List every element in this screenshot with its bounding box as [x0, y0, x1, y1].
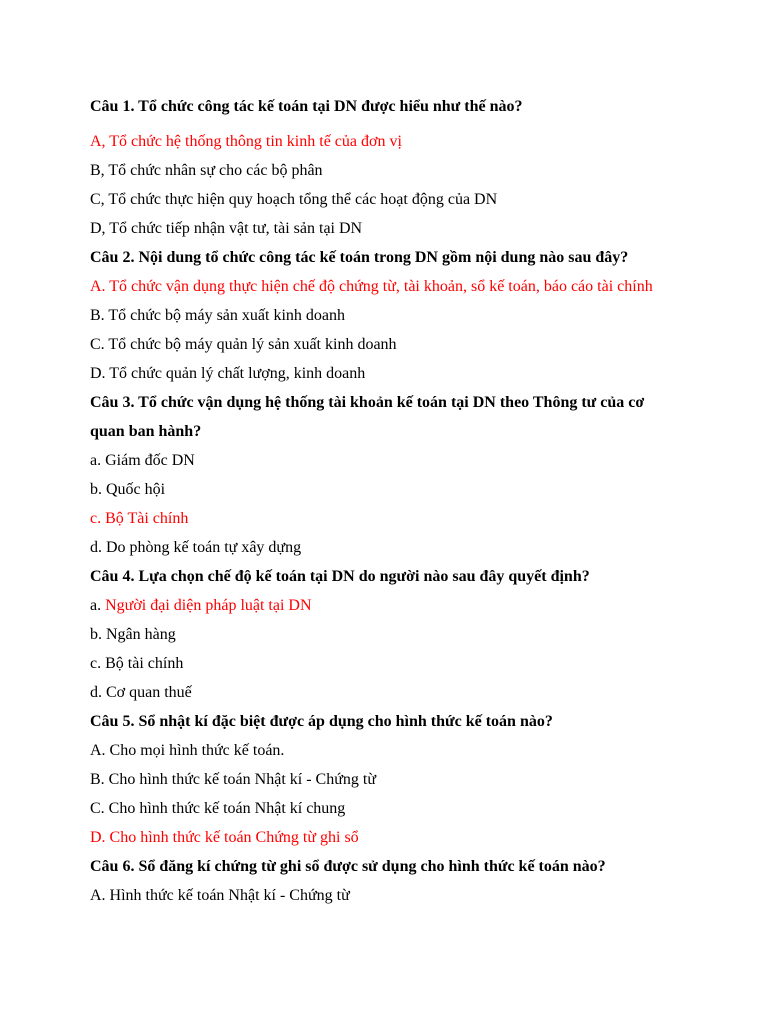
question-4-option-a-prefix: a. [90, 597, 106, 614]
question-6-title: Câu 6. Sổ đăng kí chứng từ ghi sổ được sử dụng cho hình thức kế toán nào? [90, 858, 606, 875]
quiz-content [90, 92, 690, 910]
question-3-option-d: d. Do phòng kế toán tự xây dựng [90, 539, 302, 556]
question-6-option-a: A. Hình thức kế toán Nhật kí - Chứng từ [90, 887, 350, 904]
question-4-option-a [90, 591, 690, 620]
question-3-title: Câu 3. Tổ chức vận dụng hệ thống tài khoản kế toán tại DN theo Thông tư của cơ quan ban hành? [90, 394, 645, 440]
question-4-option-a-text: Người đại diện pháp luật tại DN [105, 597, 312, 614]
question-5-option-a: A. Cho mọi hình thức kế toán. [90, 742, 285, 759]
question-4-option-b: b. Ngân hàng [90, 626, 176, 643]
question-1-option-c: C, Tổ chức thực hiện quy hoạch tổng thể các hoạt động của DN [90, 191, 498, 208]
question-1-title: Câu 1. Tổ chức công tác kế toán tại DN được hiểu như thế nào? [90, 98, 523, 115]
question-4-option-d: d. Cơ quan thuế [90, 684, 192, 701]
question-4-title: Câu 4. Lựa chọn chế độ kế toán tại DN do người nào sau đây quyết định? [90, 568, 590, 585]
question-3-option-c: c. Bộ Tài chính [90, 510, 189, 527]
question-5-option-c: C. Cho hình thức kế toán Nhật kí chung [90, 800, 346, 817]
question-1-option-a: A, Tổ chức hệ thống thông tin kinh tế của đơn vị [90, 133, 402, 150]
question-2-option-a: A. Tổ chức vận dụng thực hiện chế độ chứng từ, tài khoản, sổ kế toán, báo cáo tài chính [90, 278, 653, 295]
question-1-option-b: B, Tổ chức nhân sự cho các bộ phân [90, 162, 323, 179]
question-2-option-d: D. Tổ chức quản lý chất lượng, kinh doanh [90, 365, 366, 382]
question-2-option-c: C. Tổ chức bộ máy quản lý sản xuất kinh doanh [90, 336, 397, 353]
question-3-option-a: a. Giám đốc DN [90, 452, 195, 469]
question-3-option-b: b. Quốc hội [90, 481, 166, 498]
question-5-option-b: B. Cho hình thức kế toán Nhật kí - Chứng từ [90, 771, 376, 788]
question-4-option-c: c. Bộ tài chính [90, 655, 184, 672]
question-2-title: Câu 2. Nội dung tổ chức công tác kế toán trong DN gồm nội dung nào sau đây? [90, 249, 629, 266]
question-5-option-d: D. Cho hình thức kế toán Chứng từ ghi sổ [90, 829, 359, 846]
question-1-option-d: D, Tổ chức tiếp nhận vật tư, tài sản tại DN [90, 220, 363, 237]
question-2-option-b: B. Tổ chức bộ máy sản xuất kinh doanh [90, 307, 345, 324]
question-5-title: Câu 5. Sổ nhật kí đặc biệt được áp dụng cho hình thức kế toán nào? [90, 713, 553, 730]
